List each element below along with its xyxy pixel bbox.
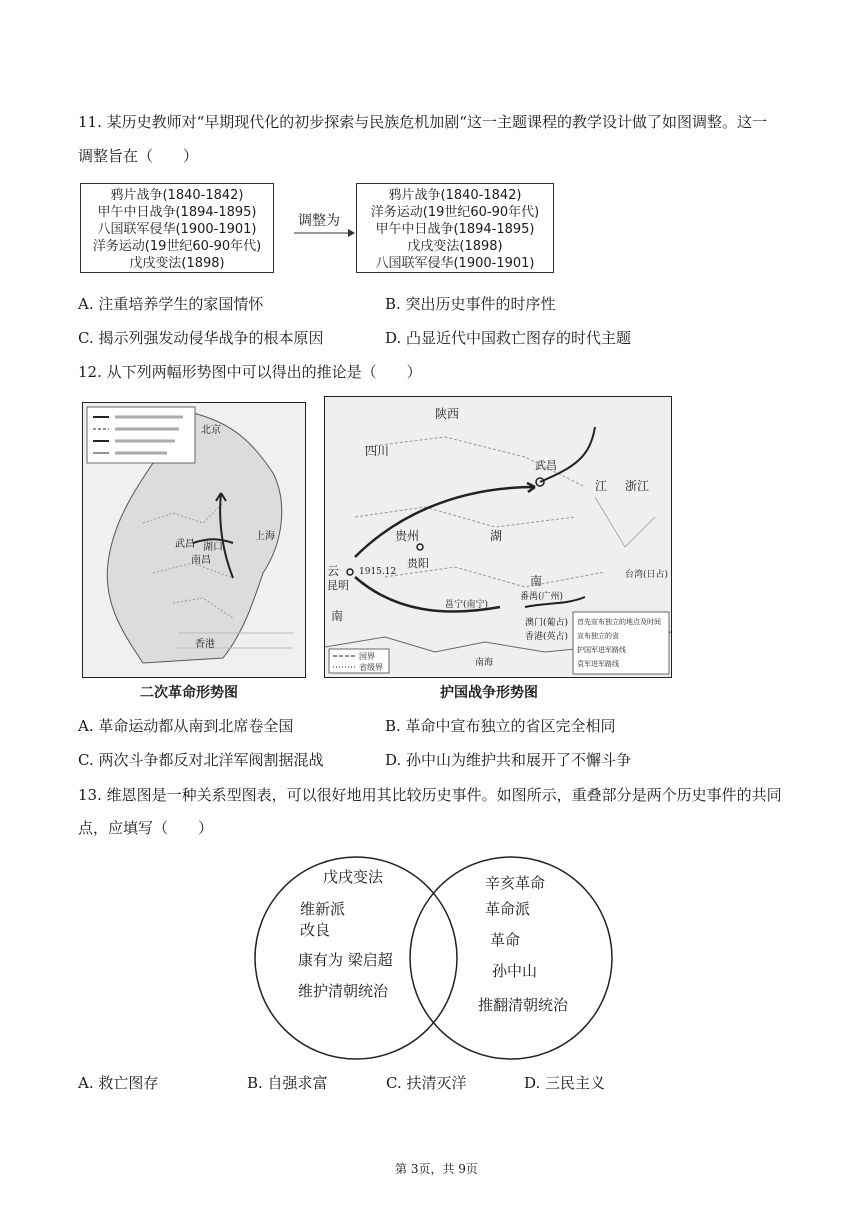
q12-option-c[interactable]: C. 两次斗争都反对北洋军阀割据混战: [78, 751, 324, 769]
map2-label: 昆明: [327, 579, 349, 592]
q13-option-a[interactable]: A. 救亡图存: [78, 1074, 159, 1092]
map2-label: 四川: [365, 444, 390, 458]
before-item: 戊戌变法(1898): [129, 256, 225, 271]
map2-label: 浙江: [625, 479, 650, 493]
before-item: 八国联军侵华(1900-1901): [97, 222, 257, 237]
q13-stem-line2: 点，应填写（ ）: [78, 819, 214, 837]
map2-label: 贵州: [395, 529, 420, 543]
before-item: 甲午中日战争(1894-1895): [97, 205, 257, 220]
second-revolution-map: [82, 402, 306, 678]
q11-option-d[interactable]: D. 凸显近代中国救亡图存的时代主题: [385, 329, 632, 347]
protect-nation-war-map: [324, 396, 672, 678]
map2-legend-border: 省级界: [359, 663, 383, 672]
map2-label: 香港(英占): [525, 632, 569, 642]
legend-item: 袁军进军路线: [577, 660, 619, 668]
map1-label: 北京: [201, 425, 221, 436]
map2-label: 澳门(葡占): [525, 618, 569, 628]
map2-legend: [577, 615, 667, 671]
page-footer: 第 3页，共 9页: [395, 1162, 478, 1176]
after-item: 戊戌变法(1898): [407, 239, 503, 254]
map1-label: 湖口: [203, 542, 223, 553]
after-item: 八国联军侵华(1900-1901): [375, 256, 535, 271]
q13-option-c[interactable]: C. 扶清灭洋: [386, 1074, 467, 1092]
map2-label: 贵阳: [407, 557, 429, 570]
venn-right-item: 孙中山: [492, 962, 538, 980]
after-item: 甲午中日战争(1894-1895): [375, 222, 535, 237]
legend-item: 首先宣布独立的地点及时间: [577, 618, 661, 626]
q13-option-b[interactable]: B. 自强求富: [247, 1074, 328, 1092]
map2-caption: 护国战争形势图: [440, 685, 538, 701]
q11-option-b[interactable]: B. 突出历史事件的时序性: [385, 295, 556, 313]
legend-item: 护国军进军路线: [577, 646, 626, 654]
map2-label: 云: [327, 564, 340, 578]
map2-label: 南海: [475, 658, 494, 668]
q11-stem-line2: 调整旨在（ ）: [78, 147, 199, 165]
map2-label: 1915.12: [359, 567, 397, 577]
q12-option-a[interactable]: A. 革命运动都从南到北席卷全国: [78, 717, 294, 735]
adjust-label: 调整为: [298, 213, 340, 229]
adjust-arrow-icon: [292, 228, 356, 238]
q11-option-a[interactable]: A. 注重培养学生的家国情怀: [78, 295, 264, 313]
venn-right-item: 革命: [490, 931, 521, 949]
map2-label: 南: [530, 574, 543, 588]
map2-label: 南: [331, 609, 344, 623]
venn-right-item: 辛亥革命: [485, 874, 546, 892]
map2-label: 江: [595, 479, 608, 493]
before-item: 洋务运动(19世纪60-90年代): [92, 239, 262, 254]
q12-option-b[interactable]: B. 革命中宣布独立的省区完全相同: [385, 717, 616, 735]
map1-label: 武昌: [175, 539, 195, 550]
before-item: 鸦片战争(1840-1842): [110, 188, 244, 203]
map2-label: 武昌: [535, 459, 557, 472]
legend-item: 宣布独立的省: [577, 632, 619, 640]
map2-legend-border: 国界: [359, 652, 375, 661]
venn-right-item: 革命派: [485, 900, 531, 918]
map1-label: 香港: [195, 639, 215, 650]
map2-label: 湖: [490, 529, 503, 543]
map2-label: 番禺(广州): [520, 592, 564, 602]
venn-left-item: 改良: [300, 921, 331, 939]
map1-caption: 二次革命形势图: [140, 685, 238, 701]
q11-stem-line1: 11. 某历史教师对“早期现代化的初步探索与民族危机加剧“这一主题课程的教学设计做了如图调整。这一: [78, 113, 767, 131]
venn-left-item: 康有为 梁启超: [298, 951, 393, 969]
map2-label: 陕西: [435, 407, 460, 421]
q13-option-d[interactable]: D. 三民主义: [524, 1074, 606, 1092]
map1-label: 南昌: [191, 555, 211, 566]
after-item: 鸦片战争(1840-1842): [388, 188, 522, 203]
map2-label: 台湾(日占): [625, 570, 669, 580]
q13-stem-line1: 13. 维恩图是一种关系型图表，可以很好地用其比较历史事件。如图所示，重叠部分是两个历史事件的共同: [78, 786, 782, 804]
map1-label: 上海: [255, 531, 275, 542]
after-item: 洋务运动(19世纪60-90年代): [370, 205, 540, 220]
q11-option-c[interactable]: C. 揭示列强发动侵华战争的根本原因: [78, 329, 324, 347]
q11-before-box: [80, 183, 274, 273]
q12-option-d[interactable]: D. 孙中山为维护共和展开了不懈斗争: [385, 751, 632, 769]
q11-after-box: [356, 183, 554, 273]
q12-stem: 12. 从下列两幅形势图中可以得出的推论是（ ）: [78, 363, 422, 381]
map2-label: 邕宁(南宁): [445, 600, 489, 610]
venn-right-item: 推翻清朝统治: [478, 996, 569, 1014]
venn-left-item: 维护清朝统治: [298, 982, 389, 1000]
venn-left-item: 戊戌变法: [323, 868, 384, 886]
venn-left-item: 维新派: [300, 900, 346, 918]
